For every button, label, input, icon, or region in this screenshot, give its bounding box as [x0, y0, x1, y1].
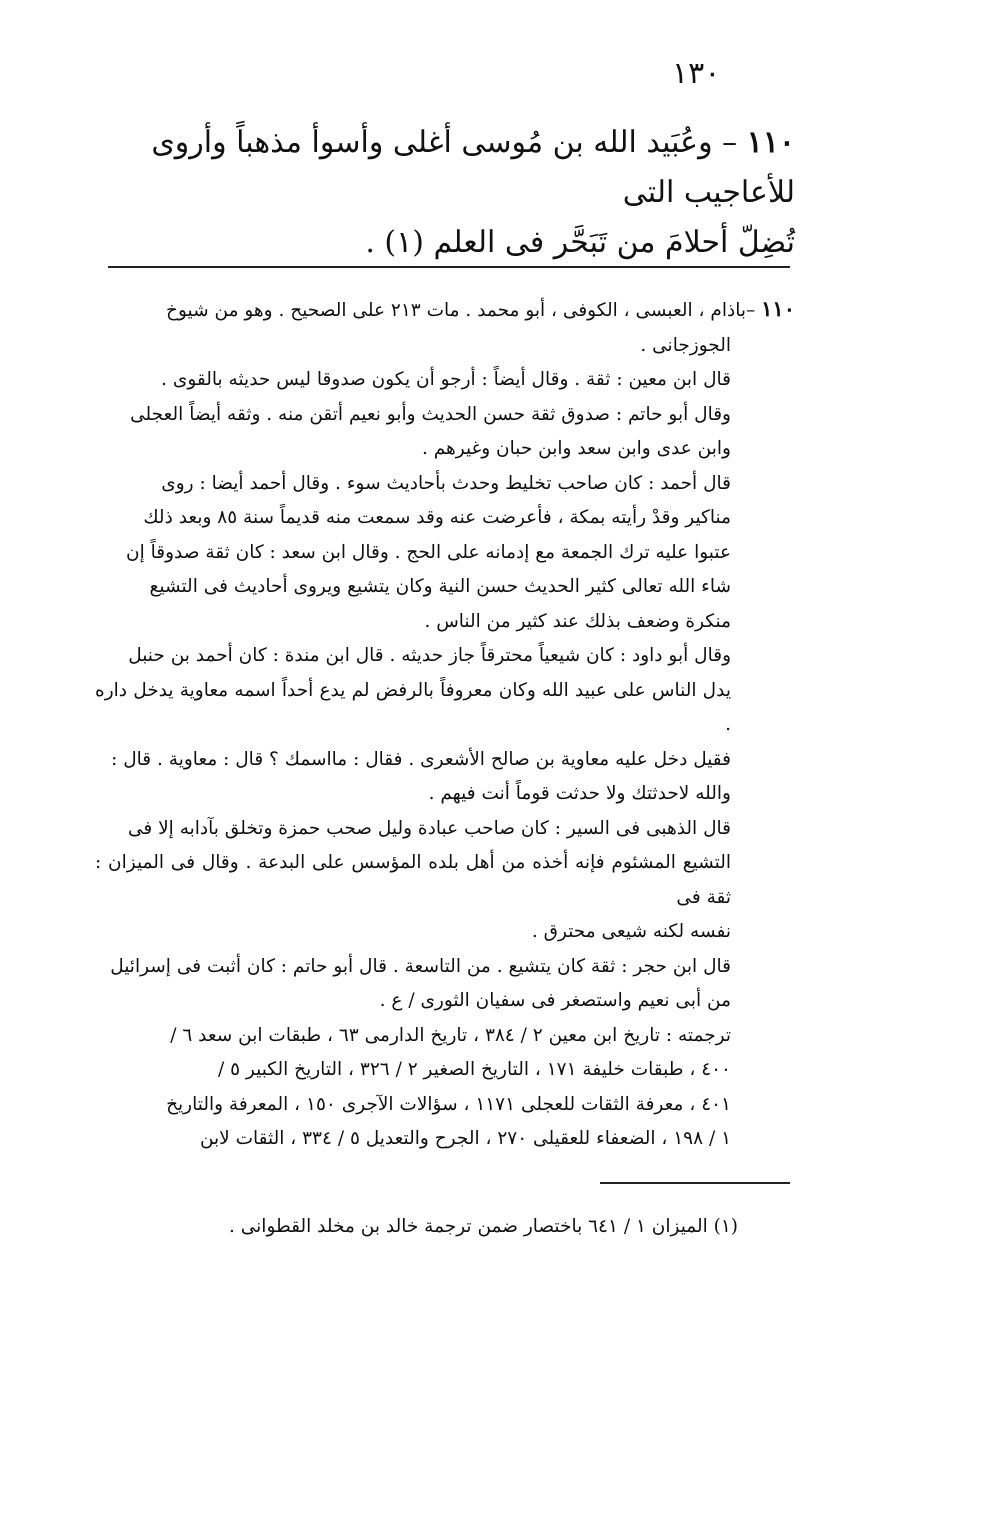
- note-line-text: –باذام ، العبسى ، الكوفى ، أبو محمد . مات ٢١٣ على الصحيح . وهو من شيوخ: [166, 300, 756, 321]
- top-divider: [108, 266, 790, 268]
- note-line: ترجمته : تاريخ ابن معين ٢ / ٣٨٤ ، تاريخ الدارمى ٦٣ ، طبقات ابن سعد ٦ /: [170, 1024, 731, 1046]
- note-number: ١١٠: [761, 296, 795, 321]
- footnote: (١) الميزان ١ / ٦٤١ باختصار ضمن ترجمة خالد بن مخلد القطوانى .: [228, 1216, 738, 1237]
- note-line: من أبى نعيم واستصغر فى سفيان الثورى / ع .: [379, 990, 731, 1011]
- note-line: قال ابن معين : ثقة . وقال أيضاً : أرجو أن يكون صدوقا ليس حديثه بالقوى .: [161, 369, 731, 390]
- note-line: وقال أبو داود : كان شيعياً محترقاً جاز حديثه . قال ابن مندة : كان أحمد بن حنبل: [128, 645, 731, 666]
- main-entry-line-1: [95, 118, 795, 218]
- note-line: قال ابن حجر : ثقة كان يتشيع . من التاسعة . قال أبو حاتم : كان أثبت فى إسرائيل: [110, 955, 731, 977]
- note-line: قال أحمد : كان صاحب تخليط وحدث بأحاديث سوء . وقال أحمد أيضا : روى: [161, 472, 731, 494]
- note-line: التشيع المشئوم فإنه أخذه من أهل بلده المؤسس على البدعة . وقال فى الميزان : ثقة فى: [95, 852, 731, 908]
- note-line: قال الذهبى فى السير : كان صاحب عبادة وليل صحب حمزة وتخلق بآدابه إلا فى: [127, 817, 731, 839]
- note-line: عتبوا عليه ترك الجمعة مع إدمانه على الحج . وقال ابن سعد : كان ثقة صدوقاً إن: [126, 541, 731, 563]
- note-line: ١ / ١٩٨ ، الضعفاء للعقيلى ٢٧٠ ، الجرح والتعديل ٥ / ٣٣٤ ، الثقات لابن: [199, 1128, 731, 1149]
- note-line: يدل الناس على عبيد الله وكان معروفاً بالرفض لم يدع أحداً اسمه معاوية يدخل داره .: [95, 679, 731, 735]
- note-line: وابن عدى وابن سعد وابن حبان وغيرهم .: [421, 438, 731, 459]
- note-line: ٤٠٠ ، طبقات خليفة ١٧١ ، التاريخ الصغير ٢ / ٣٢٦ ، التاريخ الكبير ٥ /: [217, 1059, 731, 1080]
- note-line: فقيل دخل عليه معاوية بن صالح الأشعرى . فقال : مااسمك ؟ قال : معاوية . قال :: [111, 748, 731, 770]
- entry-number: ١١٠: [746, 125, 795, 160]
- note-line: منكرة وضعف بذلك عند كثير من الناس .: [424, 610, 731, 632]
- note-line: الجوزجانى .: [640, 334, 731, 356]
- note-line: مناكير وقدْ رأيته بمكة ، فأعرضت عنه وقد سمعت منه قديماً سنة ٨٥ وبعد ذلك: [143, 507, 731, 528]
- note-line: شاء الله تعالى كثير الحديث حسن النية وكان يتشيع ويروى أحاديث فى التشيع: [149, 576, 731, 597]
- footnote-divider: [600, 1182, 790, 1184]
- note-line: وقال أبو حاتم : صدوق ثقة حسن الحديث وأبو نعيم أتقن منه . وثقه أيضاً العجلى: [130, 403, 731, 425]
- note-line: نفسه لكنه شيعى محترق .: [531, 921, 731, 942]
- biographical-note: [95, 292, 795, 1157]
- main-entry-line-2: تُضِلّ أحلامَ من تَبَحَّر فى العلم (١) .: [365, 225, 795, 260]
- note-line: والله لاحدثتك ولا حدثت قوماً أنت فيهم .: [428, 783, 731, 804]
- main-entry-text-1: – وعُبَيد الله بن مُوسى أغلى وأسوأ مذهباً وأروى للأعاجيب التى: [151, 125, 795, 210]
- page-number: ١٣٠: [672, 56, 721, 91]
- main-entry: [95, 118, 795, 268]
- note-line: [95, 292, 795, 329]
- note-line: ٤٠١ ، معرفة الثقات للعجلى ١١٧١ ، سؤالات الآجرى ١٥٠ ، المعرفة والتاريخ: [166, 1093, 731, 1115]
